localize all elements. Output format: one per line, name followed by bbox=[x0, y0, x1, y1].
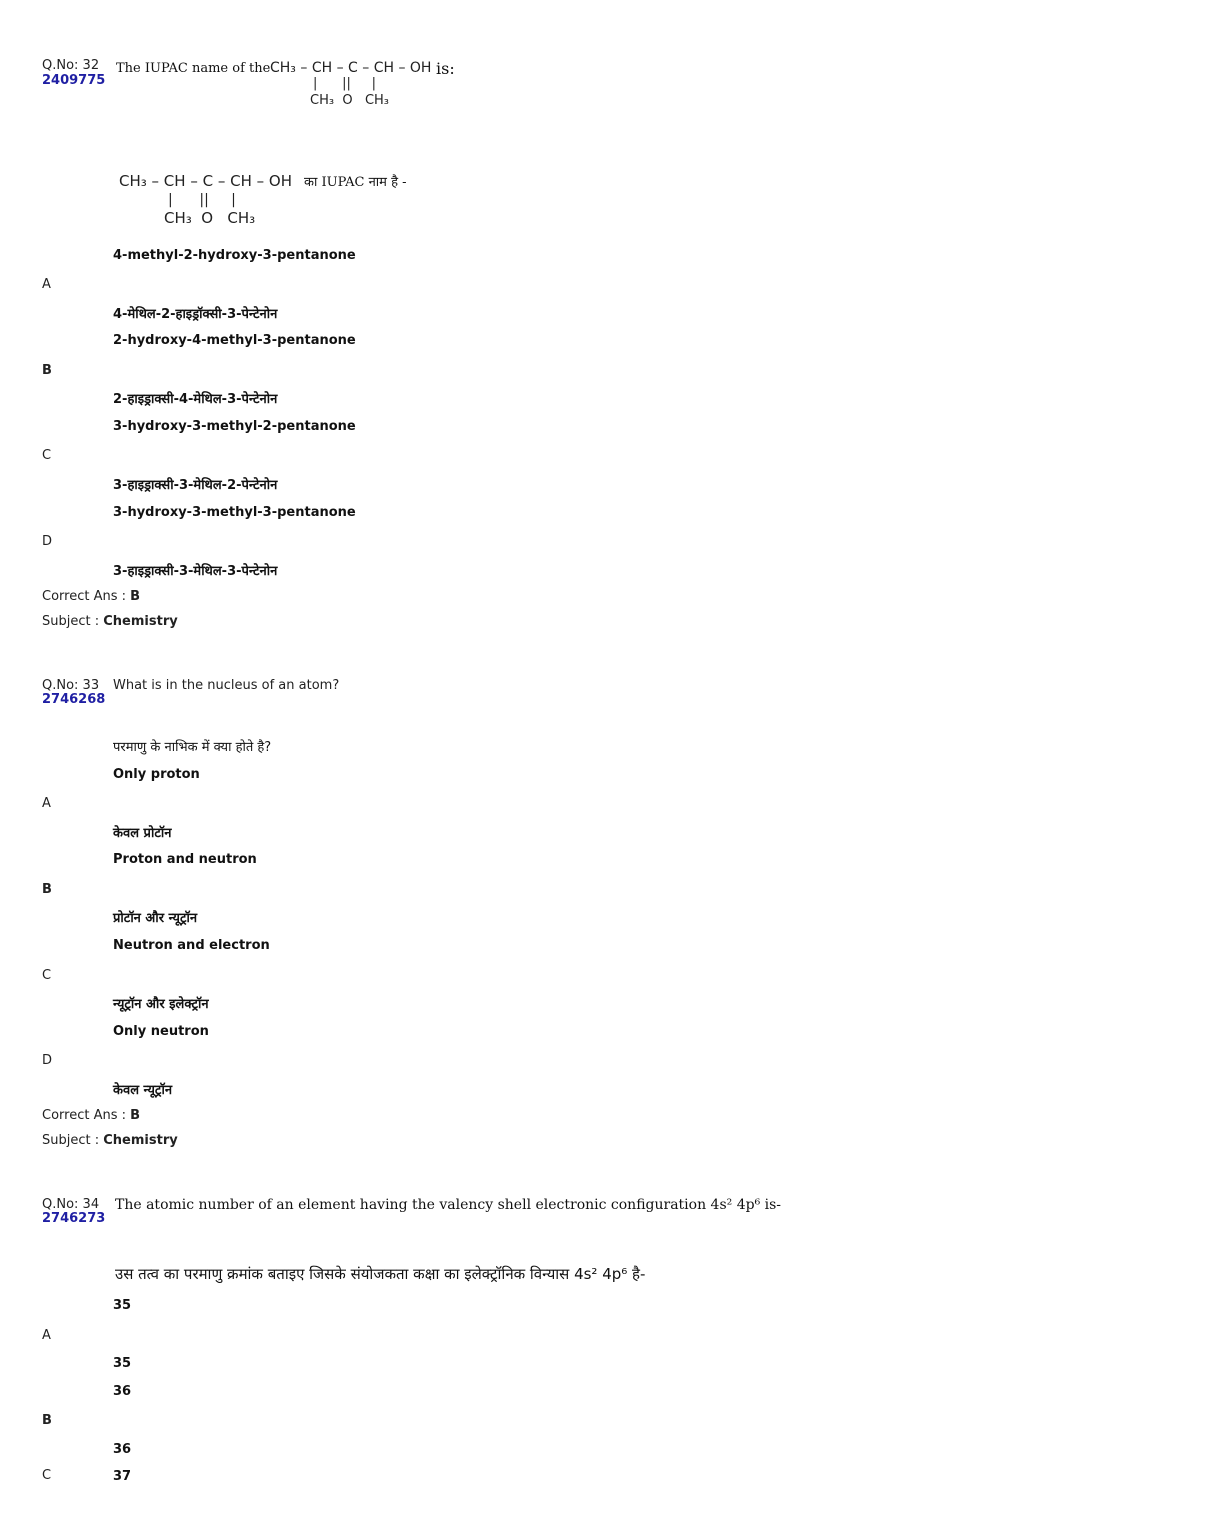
option-d-en: Only neutron bbox=[113, 1024, 209, 1039]
option-b-en: 2-hydroxy-4-methyl-3-pentanone bbox=[113, 333, 356, 348]
option-d-hi: केवल न्यूट्रॉन bbox=[113, 1083, 173, 1098]
option-b-hi: 2-हाइड्राक्सी-4-मेथिल-3-पेन्टेनोन bbox=[113, 392, 278, 407]
question-text-en: The atomic number of an element having the valency shell electronic configuration 4s² 4p⁶ is- bbox=[115, 1197, 782, 1213]
option-c-letter: C bbox=[42, 1468, 52, 1483]
structural-formula-bonds: | || | bbox=[313, 76, 376, 91]
question-number: Q.No: 34 bbox=[42, 1197, 100, 1212]
option-d-en: 3-hydroxy-3-methyl-3-pentanone bbox=[113, 505, 356, 520]
subject-value: Chemistry bbox=[103, 614, 178, 629]
structural-formula-main: CH₃ – CH – C – CH – OH bbox=[270, 60, 432, 76]
option-d-hi: 3-हाइड्राक्सी-3-मेथिल-3-पेन्टेनोन bbox=[113, 564, 278, 579]
question-text-en-suffix: is: bbox=[436, 59, 455, 78]
question-number: Q.No: 32 bbox=[42, 58, 100, 73]
option-a-hi: केवल प्रोटॉन bbox=[113, 826, 172, 841]
structural-formula-substituents-hi: CH₃ O CH₃ bbox=[164, 209, 256, 227]
question-number: Q.No: 33 bbox=[42, 678, 100, 693]
correct-answer-label: Correct Ans : bbox=[42, 1108, 126, 1123]
option-b-hi: 36 bbox=[113, 1442, 132, 1457]
option-c-hi: न्यूट्रॉन और इलेक्ट्रॉन bbox=[113, 997, 209, 1012]
option-a-letter: A bbox=[42, 796, 51, 811]
question-text-hi: का IUPAC नाम है - bbox=[304, 175, 407, 190]
option-a-en: 35 bbox=[113, 1298, 132, 1313]
option-c-hi: 3-हाइड्राक्सी-3-मेथिल-2-पेन्टेनोन bbox=[113, 478, 278, 493]
subject-label: Subject : bbox=[42, 1133, 100, 1148]
option-a-hi: 4-मेथिल-2-हाइड्रॉक्सी-3-पेन्टेनोन bbox=[113, 307, 278, 322]
option-b-hi: प्रोटॉन और न्यूट्रॉन bbox=[113, 911, 198, 926]
option-b-en: 36 bbox=[113, 1384, 132, 1399]
option-b-letter: B bbox=[42, 882, 52, 897]
structural-formula-substituents: CH₃ O CH₃ bbox=[310, 93, 390, 108]
subject-label: Subject : bbox=[42, 614, 100, 629]
option-c-letter: C bbox=[42, 448, 52, 463]
option-d-letter: D bbox=[42, 534, 53, 549]
question-id: 2746273 bbox=[42, 1211, 106, 1226]
option-b-letter: B bbox=[42, 1413, 52, 1428]
correct-answer bbox=[42, 589, 140, 604]
subject bbox=[42, 614, 178, 629]
option-a-letter: A bbox=[42, 1328, 51, 1343]
option-a-hi: 35 bbox=[113, 1356, 132, 1371]
option-a-letter: A bbox=[42, 277, 51, 292]
subject-value: Chemistry bbox=[103, 1133, 178, 1148]
correct-answer-value: B bbox=[130, 1108, 141, 1123]
correct-answer bbox=[42, 1108, 140, 1123]
option-c-letter: C bbox=[42, 968, 52, 983]
structural-formula-bonds-hi: | || | bbox=[168, 192, 236, 208]
option-a-en: 4-methyl-2-hydroxy-3-pentanone bbox=[113, 248, 356, 263]
correct-answer-value: B bbox=[130, 589, 141, 604]
question-text-hi: उस तत्व का परमाणु क्रमांक बताइए जिसके संयोजकता कक्षा का इलेक्ट्रॉनिक विन्यास 4s² 4p⁶ है- bbox=[115, 1265, 646, 1283]
correct-answer-label: Correct Ans : bbox=[42, 589, 126, 604]
question-text-hi: परमाणु के नाभिक में क्या होते है? bbox=[113, 740, 272, 755]
option-d-letter: D bbox=[42, 1053, 53, 1068]
question-text-en: The IUPAC name of the bbox=[116, 61, 271, 76]
subject bbox=[42, 1133, 178, 1148]
option-c-en: 3-hydroxy-3-methyl-2-pentanone bbox=[113, 419, 356, 434]
option-a-en: Only proton bbox=[113, 767, 200, 782]
option-b-en: Proton and neutron bbox=[113, 852, 257, 867]
question-id: 2409775 bbox=[42, 73, 106, 88]
question-id: 2746268 bbox=[42, 692, 106, 707]
question-text-en: What is in the nucleus of an atom? bbox=[113, 678, 340, 693]
option-b-letter: B bbox=[42, 363, 52, 378]
option-c-en: 37 bbox=[113, 1469, 132, 1484]
structural-formula-main-hi: CH₃ – CH – C – CH – OH bbox=[119, 172, 292, 190]
option-c-en: Neutron and electron bbox=[113, 938, 270, 953]
